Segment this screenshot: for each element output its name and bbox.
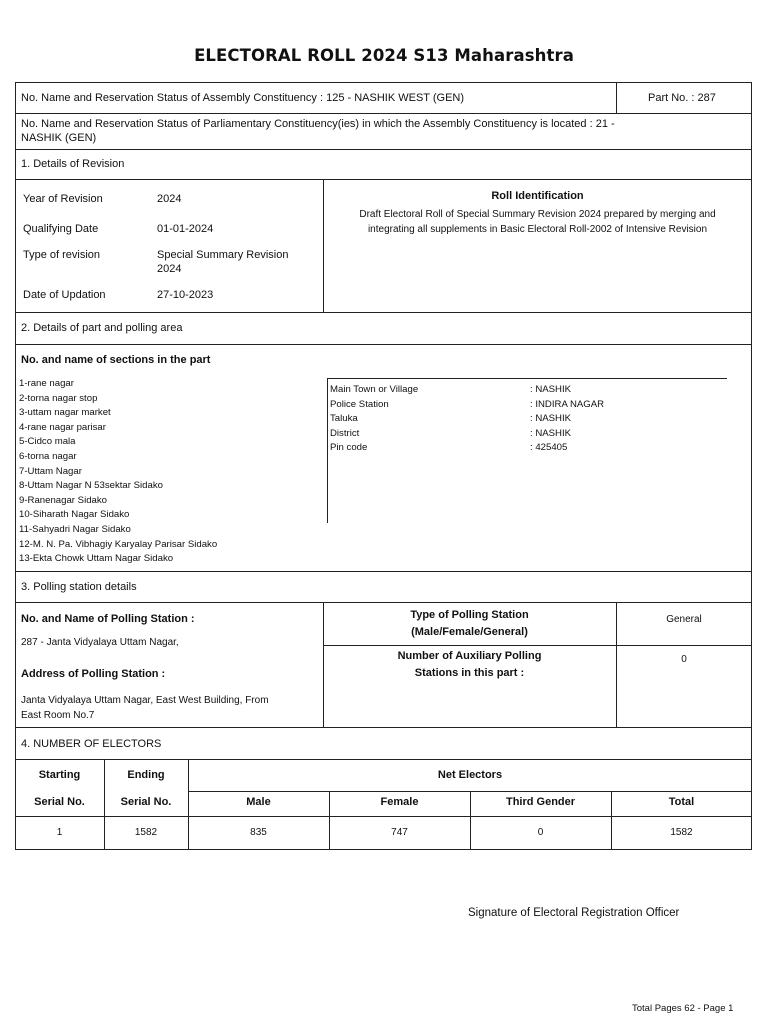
page-title: ELECTORAL ROLL 2024 S13 Maharashtra bbox=[194, 46, 574, 65]
list-item: 11-Sahyadri Nagar Sidako bbox=[19, 523, 131, 535]
parliamentary-constituency: No. Name and Reservation Status of Parliamentary Constituency(ies) in which the Assembly Constituency is located : 21 - bbox=[21, 118, 615, 130]
table-cell-male: 835 bbox=[250, 827, 267, 838]
main-town-label: Main Town or Village bbox=[330, 384, 419, 395]
divider bbox=[323, 645, 752, 646]
assembly-constituency: No. Name and Reservation Status of Assembly Constituency : 125 - NASHIK WEST (GEN) bbox=[21, 92, 465, 104]
qualifying-value: 01-01-2024 bbox=[157, 223, 214, 235]
updation-value: 27-10-2023 bbox=[157, 289, 214, 301]
total-header: Total bbox=[668, 796, 695, 808]
taluka-label: Taluka bbox=[330, 413, 358, 425]
ending-serial-header: Serial No. bbox=[120, 796, 172, 808]
divider bbox=[327, 378, 328, 523]
third-gender-header: Third Gender bbox=[505, 796, 576, 808]
list-item: 2-torna nagar stop bbox=[19, 392, 98, 404]
ending-header: Ending bbox=[127, 769, 165, 781]
divider bbox=[15, 179, 752, 180]
year-value: 2024 bbox=[157, 193, 182, 205]
sections-heading: No. and name of sections in the part bbox=[21, 354, 211, 366]
page-count: Total Pages 62 - Page 1 bbox=[632, 1003, 734, 1014]
table-cell-total: 1582 bbox=[670, 827, 693, 838]
list-item: 1-rane nagar bbox=[19, 378, 74, 389]
pin-code-label: Pin code bbox=[330, 442, 368, 454]
divider bbox=[15, 113, 752, 114]
type-of-station-value: General bbox=[666, 614, 702, 625]
sections-list bbox=[19, 377, 217, 567]
female-header: Female bbox=[380, 796, 419, 808]
section-heading-part: 2. Details of part and polling area bbox=[21, 322, 183, 334]
list-item: 9-Ranenagar Sidako bbox=[19, 494, 108, 506]
male-header: Male bbox=[246, 796, 271, 808]
type-value: Special Summary Revision bbox=[157, 249, 289, 261]
district-value: : NASHIK bbox=[530, 427, 572, 439]
list-item: 5-Cidco mala bbox=[19, 436, 76, 448]
type-of-station-label: Type of Polling Station bbox=[410, 609, 529, 621]
divider bbox=[15, 149, 752, 150]
list-item: 4-rane nagar parisar bbox=[19, 421, 106, 433]
parliamentary-constituency-cont: NASHIK (GEN) bbox=[21, 132, 97, 144]
taluka-value: : NASHIK bbox=[530, 413, 572, 425]
polling-station-label: No. and Name of Polling Station : bbox=[21, 613, 195, 625]
aux-stations-value: 0 bbox=[681, 654, 687, 665]
qualifying-label: Qualifying Date bbox=[23, 223, 99, 235]
part-number: Part No. : 287 bbox=[648, 92, 716, 104]
list-item: 12-M. N. Pa. Vibhagiy Karyalay Parisar Sidako bbox=[19, 538, 218, 550]
divider bbox=[15, 602, 752, 603]
main-town-value: : NASHIK bbox=[530, 384, 572, 395]
section-heading-polling: 3. Polling station details bbox=[21, 581, 137, 593]
district-label: District bbox=[330, 427, 360, 439]
net-electors-header: Net Electors bbox=[437, 769, 503, 781]
divider bbox=[15, 571, 752, 572]
signature-label: Signature of Electoral Registration Officer bbox=[468, 907, 680, 919]
type-of-station-label-cont: (Male/Female/General) bbox=[411, 626, 528, 638]
table-cell-start: 1 bbox=[56, 827, 63, 838]
roll-identification-heading: Roll Identification bbox=[491, 190, 584, 202]
table-cell-third-gender: 0 bbox=[537, 827, 544, 838]
table-cell-female: 747 bbox=[391, 827, 408, 838]
divider bbox=[327, 378, 727, 379]
divider bbox=[15, 344, 752, 345]
table-cell-end: 1582 bbox=[134, 827, 158, 838]
polling-address-value: Janta Vidyalaya Uttam Nagar, East West Building, From bbox=[21, 695, 269, 706]
location-labels bbox=[330, 383, 418, 456]
polling-address-value-cont: East Room No.7 bbox=[21, 710, 95, 721]
list-item: 7-Uttam Nagar bbox=[19, 465, 82, 477]
police-station-label: Police Station bbox=[330, 398, 389, 410]
aux-stations-label-cont: Stations in this part : bbox=[414, 667, 525, 679]
starting-header: Starting bbox=[38, 769, 81, 781]
roll-identification-text-cont: integrating all supplements in Basic Electoral Roll-2002 of Intensive Revision bbox=[367, 224, 708, 235]
divider bbox=[15, 727, 752, 728]
divider bbox=[616, 82, 617, 114]
divider bbox=[15, 312, 752, 313]
type-value-cont: 2024 bbox=[157, 263, 182, 275]
divider bbox=[15, 816, 752, 817]
year-label: Year of Revision bbox=[23, 193, 103, 205]
roll-identification-text: Draft Electoral Roll of Special Summary Revision 2024 prepared by merging and bbox=[359, 209, 716, 220]
police-station-value: : INDIRA NAGAR bbox=[530, 398, 605, 410]
list-item: 6-torna nagar bbox=[19, 450, 77, 462]
divider bbox=[15, 759, 752, 760]
list-item: 8-Uttam Nagar N 53sektar Sidako bbox=[19, 480, 163, 492]
list-item: 3-uttam nagar market bbox=[19, 407, 111, 419]
polling-address-label: Address of Polling Station : bbox=[21, 668, 166, 680]
location-values bbox=[530, 383, 604, 456]
type-label: Type of revision bbox=[23, 249, 101, 261]
section-heading-revision: 1. Details of Revision bbox=[21, 158, 125, 170]
aux-stations-label: Number of Auxiliary Polling bbox=[397, 650, 542, 662]
starting-serial-header: Serial No. bbox=[34, 796, 85, 808]
updation-label: Date of Updation bbox=[23, 289, 106, 301]
list-item: 10-Siharath Nagar Sidako bbox=[19, 509, 130, 521]
section-heading-electors: 4. NUMBER OF ELECTORS bbox=[21, 738, 162, 750]
pin-code-value: : 425405 bbox=[530, 442, 568, 454]
list-item: 13-Ekta Chowk Uttam Nagar Sidako bbox=[19, 553, 174, 565]
polling-station-value: 287 - Janta Vidyalaya Uttam Nagar, bbox=[21, 637, 179, 648]
